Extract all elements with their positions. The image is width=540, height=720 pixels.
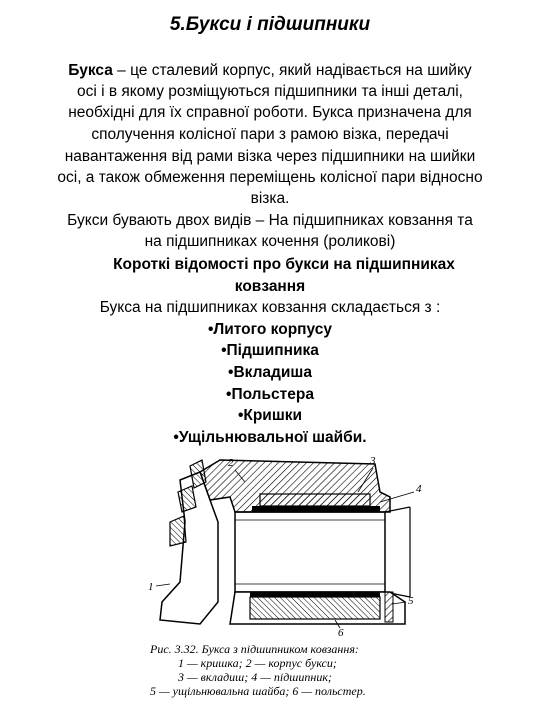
page-title: 5.Букси і підшипники [169,14,371,35]
seal-washer [385,592,393,622]
figure-caption-title: Рис. 3.32. Букса з підшипником ковзання: [150,642,359,656]
bearing-liner [252,494,380,512]
definition-text: – це сталевий корпус, який надівається на шийку [112,62,472,79]
subheading-line-1: Короткі відомості про букси на підшипниках [113,256,455,273]
types-line-2: на підшипниках кочення (роликові) [144,233,396,250]
axlebox-drawing [140,452,430,638]
axle-journal [235,507,410,597]
component-item: •Польстера [226,386,314,403]
callout-label: 3 [370,455,376,467]
component-item: •Литого корпусу [207,321,333,338]
definition-line-5: навантаження від рами візка через підшипники на шийки [64,148,476,165]
definition-line-1 [0,60,540,81]
definition-line-3: необхідні для їх справної роботи. Букса призначена для [68,104,472,121]
felt-pad [250,592,380,619]
component-item: •Вкладиша [228,364,312,381]
definition-line-6: осі, а також обмеження переміщень колісної пари відносно [57,169,483,186]
callout-label: 1 [148,581,154,593]
types-line-1: Букси бувають двох видів – На підшипниках ковзання та [67,212,473,229]
component-item: •Кришки [237,407,303,424]
callout-label: 4 [416,483,422,495]
subheading-line-2: ковзання [234,278,306,295]
definition-line-2: осі і в якому розміщуються підшипники та інші деталі, [77,83,463,100]
components-intro: Букса на підшипниках ковзання складається з : [99,299,441,316]
definition-line-4: сполучення колісної пари з рамою візка, передачі [91,126,449,143]
callout-label: 5 [408,595,414,607]
definition-line-7: візка. [250,190,290,207]
figure-caption-line: 5 — ущільнювальна шайба; 6 — польстер. [150,684,366,698]
figure-caption-line: 1 — кришка; 2 — корпус букси; [178,656,337,670]
component-item: •Підшипника [221,342,319,359]
term-buksa: Букса [68,62,113,79]
figure-caption-line: 3 — вкладиш; 4 — підшипник; [178,670,332,684]
component-item: •Ущільнювальної шайби. [173,429,367,446]
callout-label: 6 [338,627,344,638]
callout-label: 2 [228,457,234,469]
